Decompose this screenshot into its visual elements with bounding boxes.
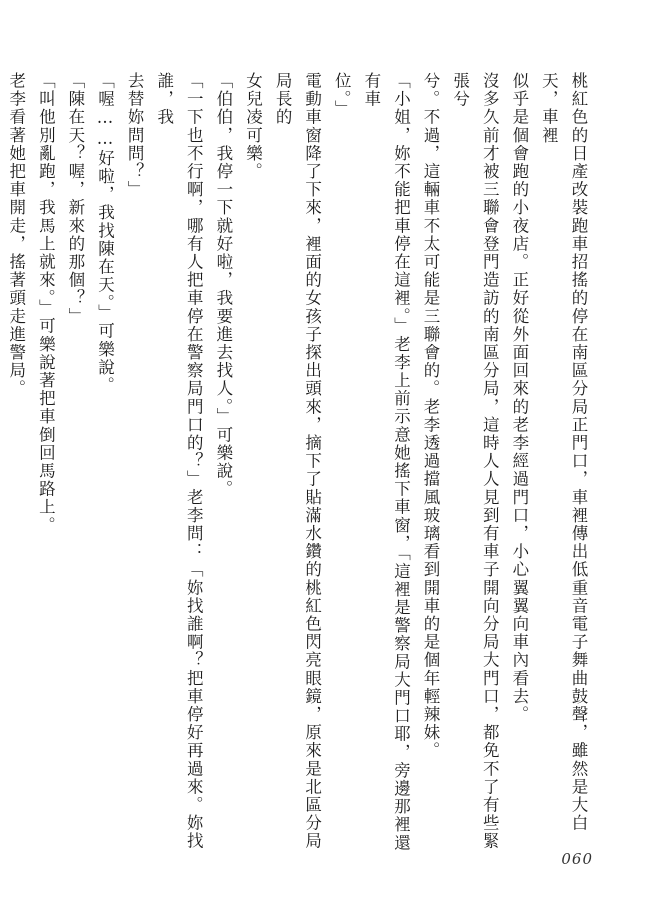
text-line-12: 「喔……好啦，我找陳在天。」可樂說。 (95, 72, 115, 395)
text-line-16 (0, 72, 1, 852)
text-line-10: 「一下也不行啊，哪有人把車停在警察局門口的？」老李問：「妳找誰啊？把車停好再過來。妳找誰，我 (154, 72, 204, 851)
text-line-7: 電動車窗降了下來，裡面的女孩子探出頭來，摘下了貼滿水鑽的桃紅色閃亮眼鏡，原來是北區分局局長的 (273, 72, 322, 851)
text-line-5: 「小姐，妳不能把車停在這裡。」老李上前示意她搖下車窗，「這裡是警察局大門口耶，旁邊那裡還有車 (361, 72, 411, 852)
text-line-13: 「陳在天？喔，新來的那個？」 (65, 72, 85, 326)
text-line-11: 去替妳問問？」 (125, 72, 145, 199)
text-line-15: 老李看著她把車開走，搖著頭走進警局。 (6, 72, 26, 398)
text-line-14: 「叫他別亂跑，我馬上就來。」可樂說著把車倒回馬路上。 (36, 72, 56, 535)
text-line-4: 兮。不過，這輛車不太可能是三聯會的。老李透過擋風玻璃看到開車的是個年輕辣妹。 (421, 72, 441, 760)
text-line-6: 位。」 (332, 72, 352, 119)
text-line-3: 沒多久前才被三聯會登門造訪的南區分局，這時人人見到有車子開向分局大門口，都免不了有些緊張兮 (450, 72, 500, 851)
text-line-9: 「伯伯，我停一下就好啦，我要進去找人。」可樂說。 (213, 72, 233, 499)
text-line-8: 女兒凌可樂。 (243, 72, 263, 181)
text-line-1: 桃紅色的日產改裝跑車招搖的停在南區分局正門口，車裡傳出低重音電子舞曲鼓聲，雖然是大白天，車裡 (539, 72, 588, 833)
page-number: 060 (561, 850, 593, 868)
vertical-text-body (0, 72, 593, 852)
text-line-2: 似乎是個會跑的小夜店。正好從外面回來的老李經過門口，小心翼翼向車內看去。 (509, 72, 529, 724)
